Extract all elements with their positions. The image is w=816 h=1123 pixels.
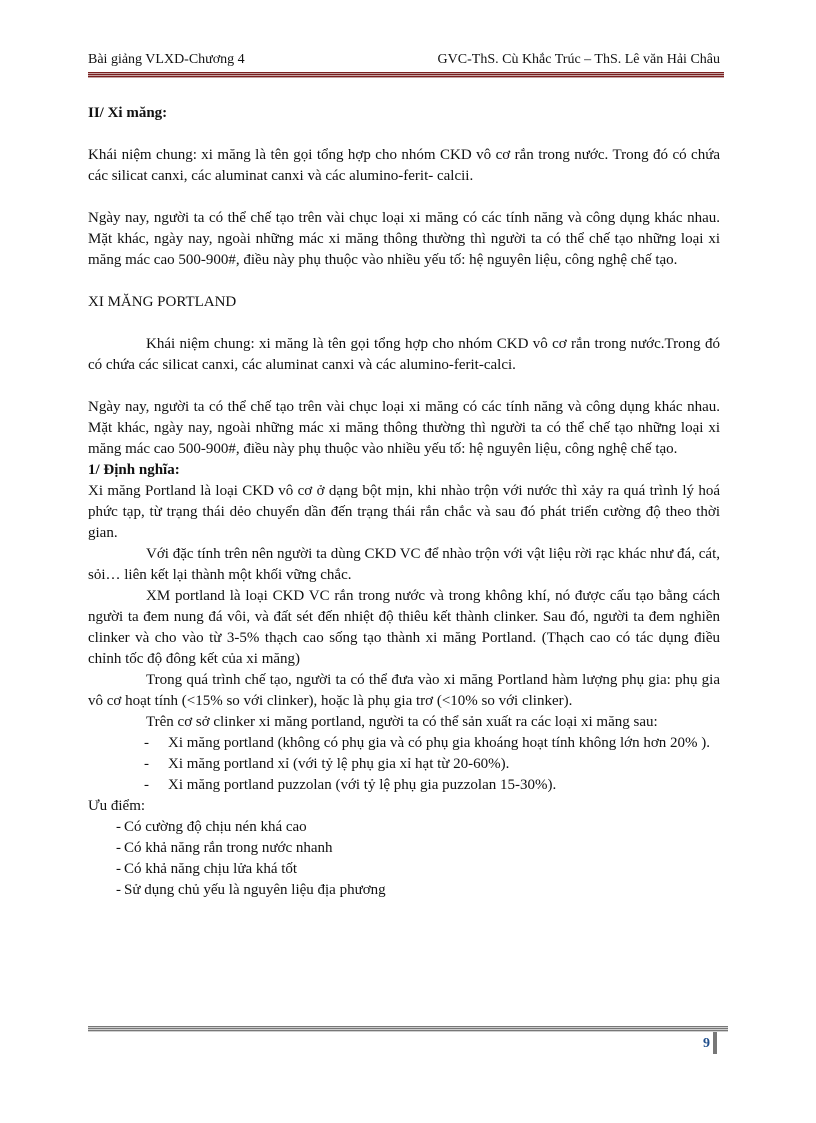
advantages-list (88, 817, 720, 901)
intro-paragraph-2: Ngày nay, người ta có thể chế tạo trên vài chục loại xi măng có các tính năng và công dụng khác nhau. Mặt khác, ngày nay, ngoài những mác xi măng thông thường thì người ta có thể chế tạo những loại xi măng mác cao 500-900#, điều này phụ thuộc vào nhiều yếu tố: hệ nguyên liệu, công nghệ chế tạo. (88, 210, 720, 268)
definition-paragraph-5: Trên cơ sở clinker xi măng portland, người ta có thể sản xuất ra các loại xi măng sau: (146, 714, 658, 730)
definition-paragraph-2: Với đặc tính trên nên người ta dùng CKD VC để nhào trộn với vật liệu rời rạc khác như đá, cát, sỏi… liên kết lại thành một khối vững chắc. (88, 546, 720, 583)
list-dash: - (116, 861, 121, 877)
page-header (88, 52, 720, 68)
advantage-text: Có cường độ chịu nén khá cao (124, 819, 307, 835)
list-dash: - (144, 777, 149, 793)
list-item (88, 838, 720, 859)
list-item (144, 733, 720, 754)
cement-types-list (144, 733, 720, 796)
list-item (88, 859, 720, 880)
advantage-text: Có khả năng rắn trong nước nhanh (124, 840, 333, 856)
section-title: II/ Xi măng: (88, 105, 168, 121)
list-item (144, 754, 720, 775)
header-course-title: Bài giảng VLXD-Chương 4 (88, 52, 245, 67)
cement-type-text: Xi măng portland (không có phụ gia và có phụ gia khoáng hoạt tính không lớn hơn 20% ). (168, 735, 711, 751)
portland-paragraph-1: Khái niệm chung: xi măng là tên gọi tổng hợp cho nhóm CKD vô cơ rắn trong nước.Trong đó có chứa các silicat canxi, các aluminat canxi và các alumino-ferit-calci. (88, 336, 720, 373)
definition-paragraph-1: Xi măng Portland là loại CKD vô cơ ở dạng bột mịn, khi nhào trộn với nước thì xảy ra quá trình lý hoá phức tạp, từ trạng thái dẻo chuyển dần đến trạng thái rắn chắc và sau đó phát triển cường độ theo thời gian. (88, 483, 720, 541)
list-item (144, 775, 720, 796)
definition-paragraph-4: Trong quá trình chế tạo, người ta có thể đưa vào xi măng Portland hàm lượng phụ gia: phụ gia vô cơ hoạt tính (<15% so với clinker), hoặc là phụ gia trơ (<10% so với clinker). (88, 672, 720, 709)
intro-paragraph-1: Khái niệm chung: xi măng là tên gọi tổng hợp cho nhóm CKD vô cơ rắn trong nước. Trong đó có chứa các silicat canxi, các aluminat canxi và các alumino-ferit- calcii. (88, 147, 720, 184)
advantage-text: Có khả năng chịu lửa khá tốt (124, 861, 298, 877)
portland-heading: XI MĂNG PORTLAND (88, 294, 237, 310)
list-dash: - (144, 756, 149, 772)
list-dash: - (116, 840, 121, 856)
advantage-text: Sử dụng chủ yếu là nguyên liệu địa phương (124, 882, 386, 898)
cement-type-text: Xi măng portland xỉ (với tỷ lệ phụ gia xỉ hạt từ 20-60%). (168, 756, 510, 772)
footer-divider (88, 1026, 728, 1032)
list-item (88, 880, 720, 901)
list-dash: - (116, 819, 121, 835)
header-authors: GVC-ThS. Cù Khắc Trúc – ThS. Lê văn Hải Châu (437, 52, 720, 67)
document-body (88, 103, 720, 901)
definition-paragraph-3: XM portland là loại CKD VC rắn trong nước và trong không khí, nó được cấu tạo bằng cách người ta đem nung đá vôi, và đất sét đến nhiệt độ thiêu kết thành clinker. Sau đó, người ta đem nghiền clinker và cho vào từ 3-5% thạch cao sống tạo thành xi măng Portland. (Thạch cao có tác dụng điều chỉnh tốc độ đông kết của xi măng) (88, 588, 720, 667)
list-dash: - (144, 735, 149, 751)
advantages-heading: Ưu điểm: (88, 798, 146, 814)
cement-type-text: Xi măng portland puzzolan (với tỷ lệ phụ gia puzzolan 15-30%). (168, 777, 557, 793)
header-divider (88, 72, 724, 78)
page-number: 9 (703, 1036, 710, 1051)
portland-paragraph-2: Ngày nay, người ta có thể chế tạo trên vài chục loại xi măng có các tính năng và công dụng khác nhau. Mặt khác, ngày nay, ngoài những mác xi măng thông thường thì người ta có thể chế tạo những loại xi măng mác cao 500-900#, điều này phụ thuộc vào nhiều yếu tố: hệ nguyên liệu, công nghệ chế tạo. (88, 399, 720, 457)
page-number-bar (713, 1032, 717, 1054)
list-item (88, 817, 720, 838)
definition-heading: 1/ Định nghĩa: (88, 462, 180, 478)
list-dash: - (116, 882, 121, 898)
